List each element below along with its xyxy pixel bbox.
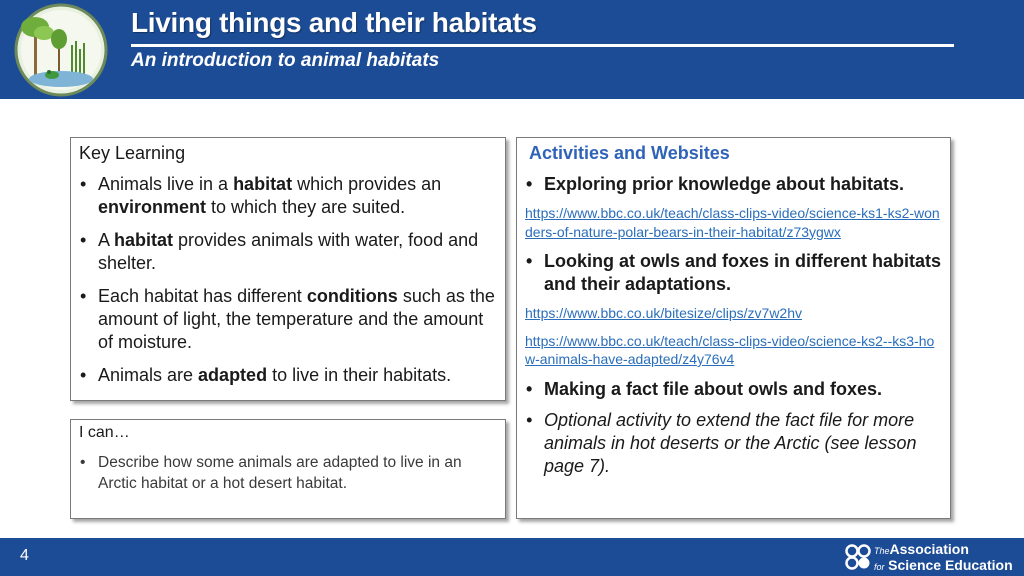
page-number: 4 [20,547,29,564]
bullet: • [526,378,533,399]
activities-list-3 [525,378,942,478]
bbc-polar-bears-link[interactable]: https://www.bbc.co.uk/teach/class-clips-video/science-ks1-ks2-wonders-of-nature-polar-bears-in-their-habitat/z73ygwx [525,205,940,240]
key-learning-list [79,173,497,387]
bullet: • [526,409,533,430]
ase-logo-icon [844,543,872,571]
list-item: • Animals are adapted to live in their habitats. [80,365,452,385]
page-title: Living things and their habitats [131,7,537,38]
activity-item: • Looking at owls and foxes in different habitats and their adaptations. [526,251,942,294]
bullet: • [80,454,86,471]
habitat-scene-icon [14,3,108,97]
activity-item: • Exploring prior knowledge about habitats. [526,174,905,194]
ase-logo [844,541,1019,573]
key-learning-panel [70,137,506,401]
title-divider [131,44,954,47]
header-bar [0,0,1024,99]
bullet: • [80,174,87,194]
bbc-bitesize-link[interactable]: https://www.bbc.co.uk/bitesize/clips/zv7w2hv [525,305,803,321]
bullet: • [80,365,87,385]
i-can-panel [70,419,506,519]
bullet: • [80,230,87,250]
activity-item: • Making a fact file about owls and foxes. [526,378,883,399]
footer-bar [0,538,1024,576]
ase-name: TheAssociation for Science Education [874,541,1013,573]
activities-panel [516,137,951,519]
activities-list-2 [525,250,942,296]
list-item: • Animals live in a habitat which provides an environment to which they are suited. [80,174,442,217]
bullet: • [526,251,533,271]
activities-heading: Activities and Websites [529,143,730,163]
activity-item: • Optional activity to extend the fact file for more animals in hot deserts or the Arctic (see lesson page 7). [526,409,917,476]
page-subtitle: An introduction to animal habitats [131,50,440,71]
bullet: • [80,286,87,306]
list-item: • A habitat provides animals with water, food and shelter. [80,230,479,273]
bullet: • [526,174,533,194]
i-can-heading: I can… [79,424,130,441]
activities-list [525,173,942,196]
i-can-list [79,452,497,494]
list-item: • Describe how some animals are adapted to live in an Arctic habitat or a hot desert habitat. [80,454,462,492]
bbc-adaptations-link[interactable]: https://www.bbc.co.uk/teach/class-clips-video/science-ks2--ks3-how-animals-have-adapted/z4y76v4 [525,332,935,367]
list-item: • Each habitat has different conditions such as the amount of light, the temperature and the amount of moisture. [80,286,495,352]
key-learning-heading: Key Learning [79,143,186,163]
